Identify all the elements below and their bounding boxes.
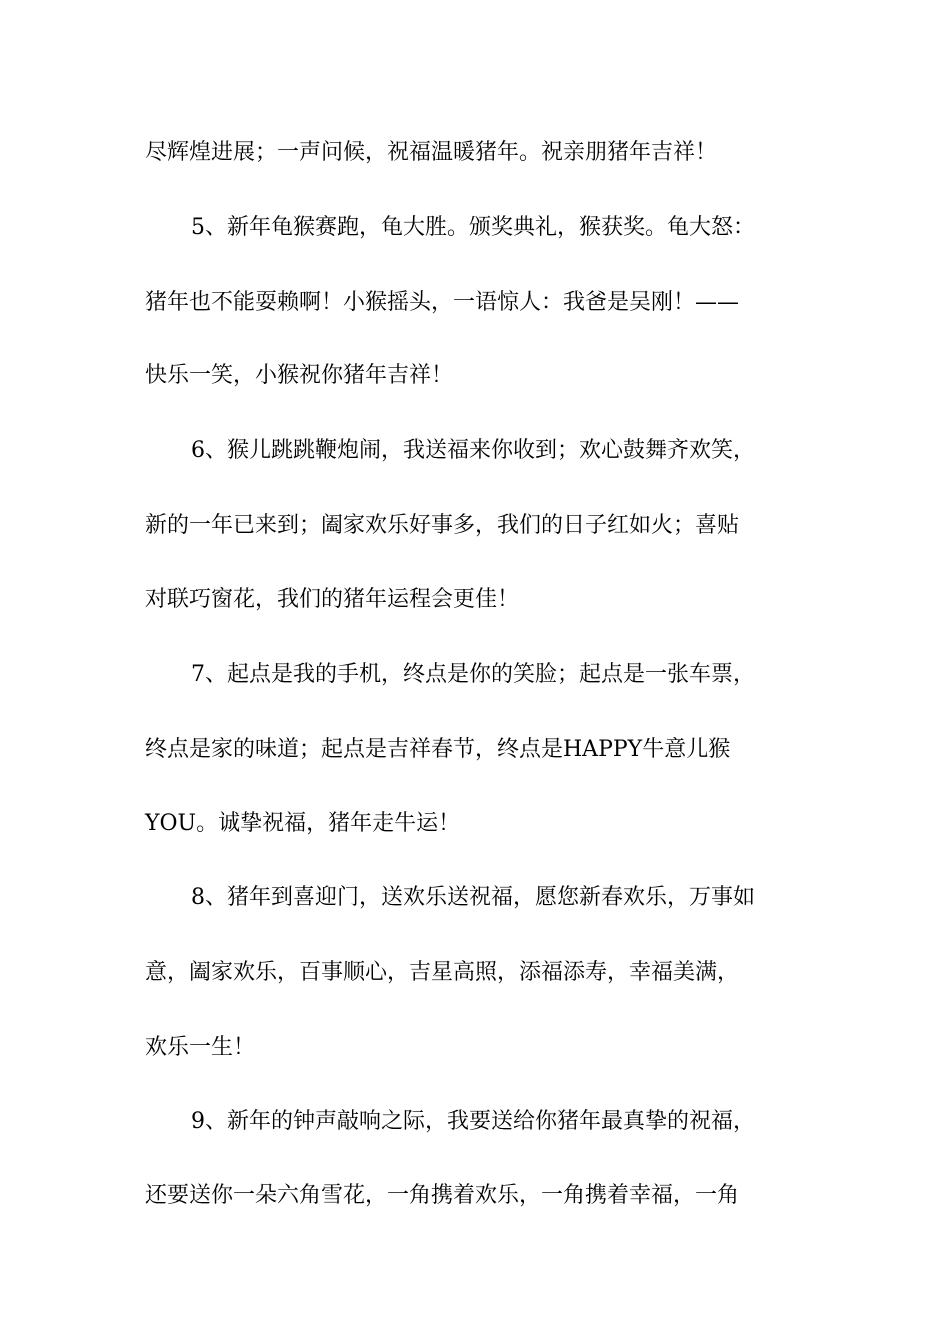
paragraph-9-first-line: 9、新年的钟声敲响之际，我要送给你猪年最真挚的祝福， (191, 1109, 755, 1134)
text-line: YOU。诚挚祝福，猪年走牛运！ (145, 811, 461, 836)
text-line: 终点是家的味道；起点是吉祥春节，终点是HAPPY牛意儿猴 (145, 737, 731, 762)
text-line: 欢乐一生！ (145, 1035, 256, 1060)
text-line: 快乐一笑，小猴祝你猪年吉祥！ (145, 363, 454, 388)
text-line: 还要送你一朵六角雪花，一角携着欢乐，一角携着幸福，一角 (145, 1183, 740, 1208)
text-line: 意，阖家欢乐，百事顺心，吉星高照，添福添寿，幸福美满， (145, 960, 740, 985)
paragraph-7-first-line: 7、起点是我的手机，终点是你的笑脸；起点是一张车票， (191, 662, 755, 687)
text-line: 尽辉煌进展；一声问候，祝福温暖猪年。祝亲朋猪年吉祥！ (145, 140, 718, 165)
paragraph-6-first-line: 6、猴儿跳跳鞭炮闹，我送福来你收到；欢心鼓舞齐欢笑， (191, 438, 755, 463)
text-line: 猪年也不能耍赖啊！小猴摇头，一语惊人：我爸是吴刚！—— (145, 290, 740, 315)
text-line: 对联巧窗花，我们的猪年运程会更佳！ (145, 587, 520, 612)
paragraph-5-first-line: 5、新年龟猴赛跑，龟大胜。颁奖典礼，猴获奖。龟大怒： (191, 215, 755, 240)
paragraph-8-first-line: 8、猪年到喜迎门，送欢乐送祝福，愿您新春欢乐，万事如 (191, 885, 755, 910)
text-line: 新的一年已来到；阖家欢乐好事多，我们的日子红如火；喜贴 (145, 513, 740, 538)
